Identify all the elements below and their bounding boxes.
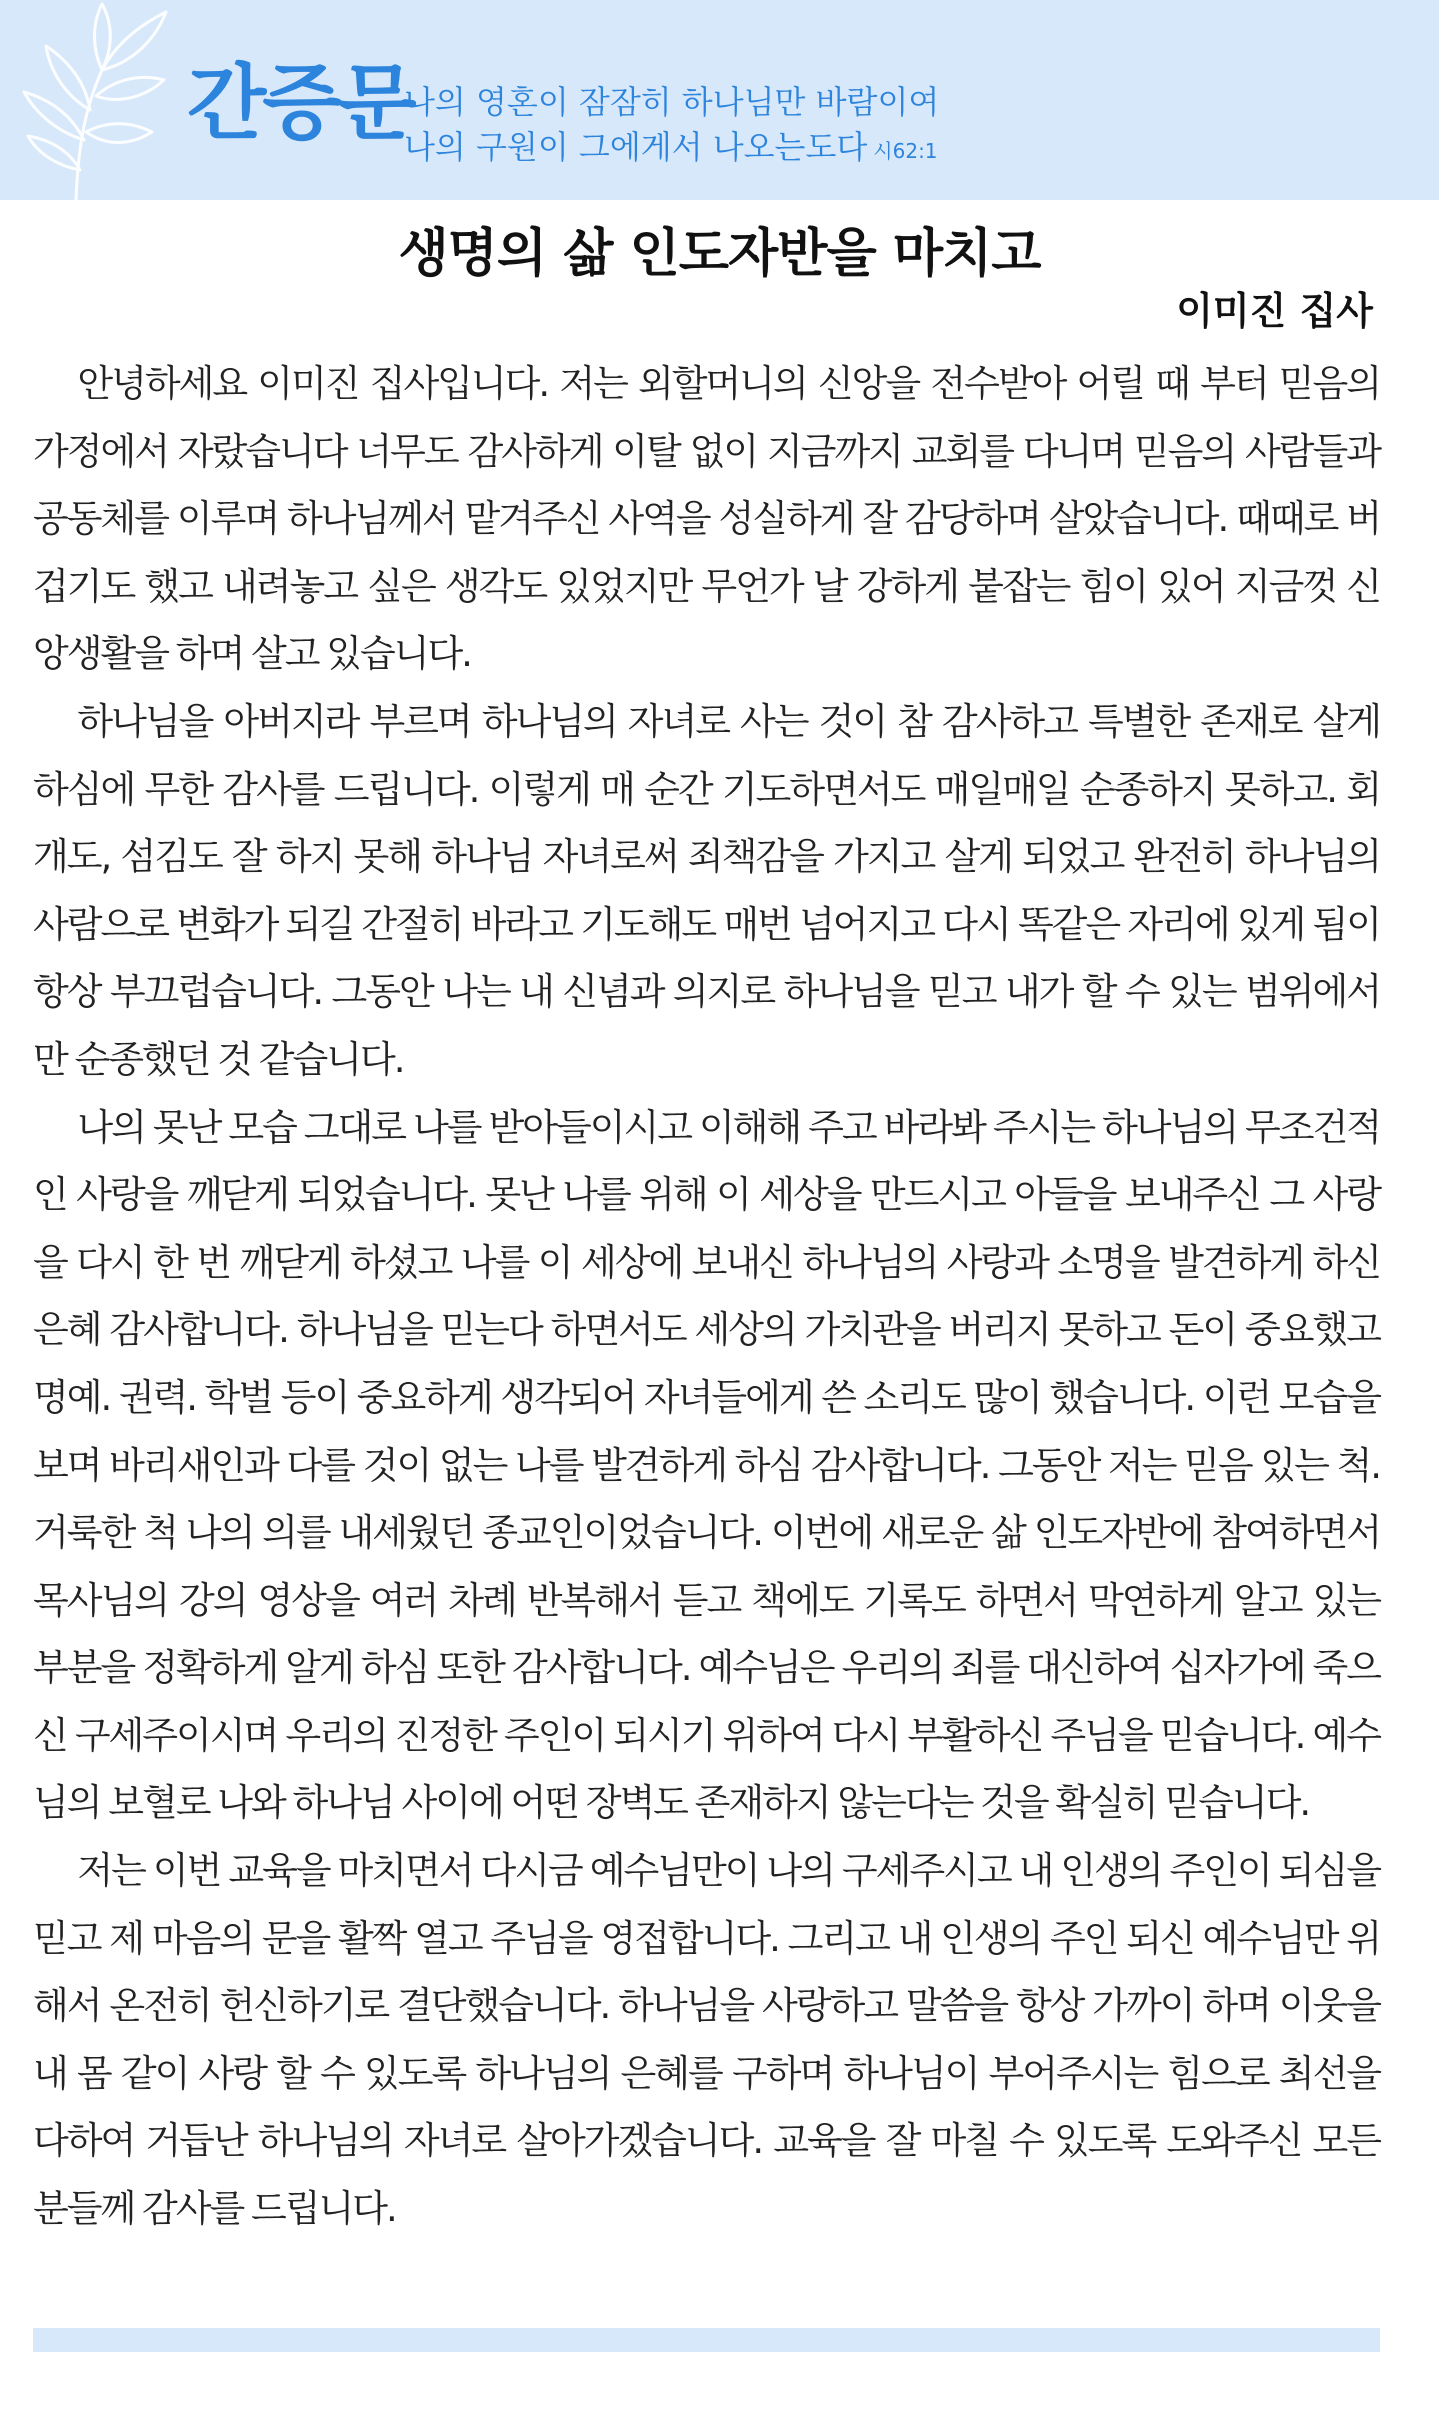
verse-line-1: 나의 영혼이 잠잠히 하나님만 바람이여 [404,83,940,121]
article-title: 생명의 삶 인도자반을 마치고 [398,224,1041,284]
paragraph-4: 저는 이번 교육을 마치면서 다시금 예수님만이 나의 구세주시고 내 인생의 주인이 되심을 믿고 제 마음의 문을 활짝 열고 주님을 영접합니다. 그리고 내 인생의 주인 되신 예수님만 위해서 온전히 헌신하기로 결단했습니다. 하나님을 사랑하고 말씀을 항상 가까이 하며 이웃을 내 몸 같이 사랑 할 수 있도록 하나님의 은혜를 구하며 하나님이 부어주시는 힘으로 최선을 다하여 거듭난 하나님의 자녀로 살아가겠습니다. 교육을 잘 마칠 수 있도록 도와주신 모든 분들께 감사를 드립니다. [33,1849,1380,2231]
scripture-verse [404,80,939,174]
footer-divider [33,2328,1380,2352]
article-body [33,350,1380,2243]
paragraph-3: 나의 못난 모습 그대로 나를 받아들이시고 이해해 주고 바라봐 주시는 하나님의 무조건적인 사랑을 깨닫게 되었습니다. 못난 나를 위해 이 세상을 만드시고 아들을 보내주신 그 사랑을 다시 한 번 깨닫게 하셨고 나를 이 세상에 보내신 하나님의 사랑과 소명을 발견하게 하신 은혜 감사합니다. 하나님을 믿는다 하면서도 세상의 가치관을 버리지 못하고 돈이 중요했고 명예. 권력. 학벌 등이 중요하게 생각되어 자녀들에게 쓴 소리도 많이 했습니다. 이런 모습을 보며 바리새인과 다를 것이 없는 나를 발견하게 하심 감사합니다. 그동안 저는 믿음 있는 척. 거룩한 척 나의 의를 내세웠던 종교인이었습니다. 이번에 새로운 삶 인도자반에 참여하면서 목사님의 강의 영상을 여러 차례 반복해서 듣고 책에도 기록도 하면서 막연하게 알고 있는 부분을 정확하게 알게 하심 또한 감사합니다. 예수님은 우리의 죄를 대신하여 십자가에 죽으신 구세주이시며 우리의 진정한 주인이 되시기 위하여 다시 부활하신 주님을 믿습니다. 예수님의 보혈로 나와 하나님 사이에 어떤 장벽도 존재하지 않는다는 것을 확실히 믿습니다. [33,1105,1380,1825]
header-band [0,0,1439,200]
author-name: 이미진 집사 [1176,289,1373,333]
verse-reference: 시62:1 [873,139,938,163]
verse-line-2-text: 나의 구원이 그에게서 나오는도다 [404,128,868,166]
section-title: 간증문 [187,56,413,151]
paragraph-1: 안녕하세요 이미진 집사입니다. 저는 외할머니의 신앙을 전수받아 어릴 때 부터 믿음의 가정에서 자랐습니다 너무도 감사하게 이탈 없이 지금까지 교회를 다니며 믿음의 사람들과 공동체를 이루며 하나님께서 맡겨주신 사역을 성실하게 잘 감당하며 살았습니다. 때때로 버겁기도 했고 내려놓고 싶은 생각도 있었지만 무언가 날 강하게 붙잡는 힘이 있어 지금껏 신앙생활을 하며 살고 있습니다. [33,362,1380,676]
leaf-branch-icon [6,0,176,200]
verse-line-2 [404,125,939,174]
paragraph-2: 하나님을 아버지라 부르며 하나님의 자녀로 사는 것이 참 감사하고 특별한 존재로 살게 하심에 무한 감사를 드립니다. 이렇게 매 순간 기도하면서도 매일매일 순종하지 못하고. 회개도, 섬김도 잘 하지 못해 하나님 자녀로써 죄책감을 가지고 살게 되었고 완전히 하나님의 사람으로 변화가 되길 간절히 바라고 기도해도 매번 넘어지고 다시 똑같은 자리에 있게 됨이 항상 부끄럽습니다. 그동안 나는 내 신념과 의지로 하나님을 믿고 내가 할 수 있는 범위에서만 순종했던 것 같습니다. [33,699,1380,1081]
